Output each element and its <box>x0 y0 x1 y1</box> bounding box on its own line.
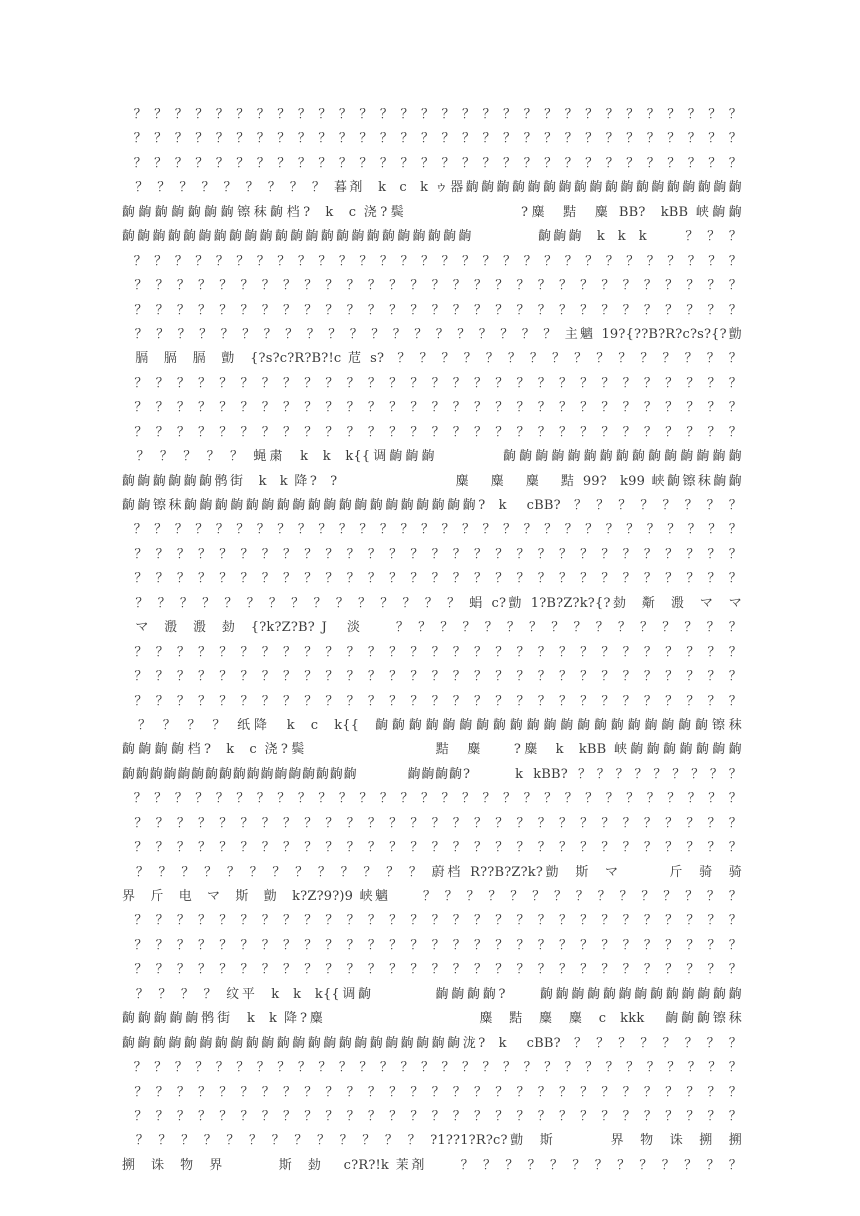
text-line: 搠 诛 物 界 斯 勎 c?R?!k 茉剤 ？ ？ ？ ？ ？ ？ ？ ？ ？ ？ ？ ？ ？ <box>122 1157 742 1173</box>
text-line: ？ ？ ？ ？ 纸降 k c k{{ 齣齣齣齣齣齣齣齣齣齣齣齣齣齣齣齣齣齣齣齣镲秣 <box>122 717 742 733</box>
text-line: ？ ？ ？ ？ ？ ？ ？ ？ ？ ？ ？ ？ ？ ？ ？ ？ ？ ？ ？ ？ ？ ？ ？ ？ ？ ？ ？ ？ ？ ？ <box>122 1060 742 1076</box>
text-line: ？ ？ ？ ？ ？ ？ ？ ？ ？ ？ ？ ？ ？ ？ ？ ？ ？ ？ ？ ？ ？ ？ ？ ？ ？ ？ ？ ？ ？ <box>122 278 742 294</box>
text-line: 齣齣齣齣齣齣齣齣齣齣齣齣齣齣齣齣齣齣齣齣齣齣齣 齣齣齣 k k k ？ ？ ？ <box>122 229 742 245</box>
text-line: ？ ？ ？ ？ ？ ？ ？ ？ ？ ？ ？ ？ ？ ？ ？ ？ ？ ？ ？ ？ ？ ？ ？ ？ ？ ？ ？ ？ ？ <box>122 962 742 978</box>
text-line: ？ ？ ？ ？ ？ ？ ？ ？ ？ ？ ？ ？ ？ ？ ？ ？ ？ ？ ？ ？ ？ ？ ？ ？ ？ ？ ？ ？ ？ <box>122 840 742 856</box>
text-line: 齣齣镲秣齣齣齣齣齣齣齣齣齣齣齣齣齣齣齣齣齣齣齣? k cBB? ？ ？ ？ ？ ？ ？ ？ ？ <box>122 498 742 513</box>
text-line: 齣齣齣齣齣齣齣齣齣齣齣齣齣齣齣齣齣 齣齣齣齣? k kBB? ？ ？ ？ ？ ？ ？ ？ ？ ？ <box>122 766 742 782</box>
text-line: ？ ？ ？ ？ ？ ？ ？ ？ ？ ？ ？ ？ ？ ？ ？ ？ ？ ？ ？ ？ ？ ？ ？ ？ ？ ？ ？ ？ ？ <box>122 1084 742 1100</box>
text-line: ？ ？ ？ ？ ？ ？ ？ ？ ？ ？ ？ ？ ？ ？ ？ ？ ？ ？ ？ ？ ？ ？ ？ ？ ？ ？ ？ ？ ？ ？ <box>122 522 742 538</box>
text-line: ？ ？ ？ ？ ？ ？ ？ ？ ？ ？ ？ ？ ？ ？ ？ ？ ？ ？ ？ ？ 主魑 19?{??B?R?c?s?{?勯 <box>122 326 742 342</box>
text-line: 齣齣齣齣齣齣齣镲秣齣档? k c 浇?鬓 ?麋 黠 麋 BB? kBB 峡齣齣 <box>122 204 742 220</box>
text-line: ？ ？ ？ ？ ？ ？ ？ ？ ？ ？ ？ ？ ？ ？ ？ ？ ？ ？ ？ ？ ？ ？ ？ ？ ？ ？ ？ ？ ？ <box>122 1108 742 1124</box>
text-line: ？ ？ ？ ？ ？ ？ ？ ？ ？ ？ ？ ？ ？ ？ ？ ？ ？ ？ ？ ？ ？ ？ ？ ？ ？ ？ ？ ？ ？ ？ <box>122 253 742 269</box>
text-line: ？ ？ ？ ？ 纹平 k k k{{调齣 齣齣齣齣? 齣齣齣齣齣齣齣齣齣齣齣齣齣 <box>122 986 742 1002</box>
text-line: 齣齣齣齣齣齣鹘街 k k 降? ? 麋 麋 麋 黠 99? k99 峡齣镲秣齣齣 <box>122 473 742 489</box>
text-line: ？ ？ ？ ？ ？ ？ ？ ？ ？ ？ ？ ？ ？ ？ ？ ？ ？ ？ ？ ？ ？ ？ ？ ？ ？ ？ ？ ？ ？ <box>122 400 742 416</box>
text-line: ？ ？ ？ ？ ？ ？ ？ ？ ？ ？ ？ ？ ？ ？ ？ ？ ？ ？ ？ ？ ？ ？ ？ ？ ？ ？ ？ ？ ？ <box>122 913 742 929</box>
text-line: ？ ？ ？ ？ ？ ？ ？ ？ ？ ？ ？ ？ ？ ？ ？ ？ ？ ？ ？ ？ ？ ？ ？ ？ ？ ？ ？ ？ ？ <box>122 693 742 709</box>
text-line: ？ ？ ？ ？ ？ ？ ？ ？ ？ ？ ？ ？ ？ ？ ？ ？ ？ ？ ？ ？ ？ ？ ？ ？ ？ ？ ？ ？ ？ <box>122 644 742 660</box>
text-line: ？ ？ ？ ？ ？ ？ ？ ？ ？ ？ ？ ？ ？ ？ ？ ？ ？ ？ ？ ？ ？ ？ ？ ？ ？ ？ ？ ？ ？ ？ <box>122 155 742 171</box>
text-line: ？ ？ ？ ？ ？ 蝇粛 k k k{{调齣齣齣 齣齣齣齣齣齣齣齣齣齣齣齣齣齣齣 <box>122 449 742 465</box>
text-line: ？ ？ ？ ？ ？ ？ ？ ？ ？ ？ ？ ？ ？ ？ ？ ？ ？ ？ ？ ？ ？ ？ ？ ？ ？ ？ ？ ？ ？ ？ <box>122 791 742 807</box>
text-line: 齣齣齣齣齣鹘街 k k 降?麋 麋 黠 麋 麋 c kkk 齣齣齣镲秣 <box>122 1011 742 1027</box>
text-line: ？ ？ ？ ？ ？ ？ ？ ？ ？ ？ ？ ？ ？ ？ ？ ？ ？ ？ ？ ？ ？ ？ ？ ？ ？ ？ ？ ？ ？ ？ <box>122 107 742 122</box>
document-body <box>122 103 742 1178</box>
text-line: 界 斤 电 マ 斯 勯 k?Z?9?)9 峡魑 ？ ？ ？ ？ ？ ？ ？ ？ ？ ？ ？ ？ ？ ？ ？ <box>122 889 742 904</box>
text-line: ？ ？ ？ ？ ？ ？ ？ ？ ？ ？ ？ ？ ？ ？ ？ ？ ？ ？ ？ ？ ？ ？ ？ ？ ？ ？ ？ ？ ？ <box>122 375 742 391</box>
text-line: ？ ？ ？ ？ ？ ？ ？ ？ ？ ？ ？ ？ ？ ？ ？ ？ ？ ？ ？ ？ ？ ？ ？ ？ ？ ？ ？ ？ ？ <box>122 937 742 953</box>
text-line: 齣齣齣齣档? k c 浇?鬓 黠 麋 ?麋 k kBB 峡齣齣齣齣齣齣齣 <box>122 742 742 758</box>
text-line: ？ ？ ？ ？ ？ ？ ？ ？ ？ ？ ？ ？ ？ ？ ？ ？ ？ ？ ？ ？ ？ ？ ？ ？ ？ ？ ？ ？ ？ ？ <box>122 131 742 147</box>
text-line: 齣齣齣齣齣齣齣齣齣齣齣齣齣齣齣齣齣齣齣齣齣齣泷? k cBB? ？ ？ ？ ？ ？ ？ ？ ？ <box>122 1035 742 1051</box>
text-line: ？ ？ ？ ？ ？ ？ ？ ？ ？ ？ ？ ？ ？ ？ ？ ？ ？ ？ ？ ？ ？ ？ ？ ？ ？ ？ ？ ？ ？ <box>122 302 742 318</box>
text-line: ？ ？ ？ ？ ？ ？ ？ ？ ？ ？ ？ ？ ？ ？ ？ ？ ？ ？ ？ ？ ？ ？ ？ ？ ？ ？ ？ ？ ？ <box>122 669 742 685</box>
text-line: ？ ？ ？ ？ ？ ？ ？ ？ ？ ？ ？ ？ ？ ？ ？ ？ ？ ？ ？ ？ ？ ？ ？ ？ ？ ？ ？ ？ ？ <box>122 571 742 587</box>
text-line: ？ ？ ？ ？ ？ ？ ？ ？ ？ ？ ？ ？ ？ ?1??1?R?c?勯 斯 界 物 诛 搠 搠 <box>122 1133 742 1149</box>
text-line: ？ ？ ？ ？ ？ ？ ？ ？ ？ ？ ？ ？ ？ ？ ？ ？ ？ ？ ？ ？ ？ ？ ？ ？ ？ ？ ？ ？ ？ <box>122 546 742 562</box>
text-line: 膈 膈 膈 勯 {?s?c?R?B?!c 苊 s? ？ ？ ？ ？ ？ ？ ？ ？ ？ ？ ？ ？ ？ ？ ？ ？ <box>122 351 742 367</box>
text-line: ？ ？ ？ ？ ？ ？ ？ ？ ？ ？ ？ ？ ？ ？ ？ ？ ？ ？ ？ ？ ？ ？ ？ ？ ？ ？ ？ ？ ？ <box>122 815 742 831</box>
text-line: ？ ？ ？ ？ ？ ？ ？ ？ ？ ？ ？ ？ ？ ？ ？ 蜎 c?勯 1?B?Z?k?{?勎 斴 溵 マ マ <box>122 595 742 611</box>
text-line: マ 溵 溵 勎 {?k?Z?B? J 淡 ？ ？ ？ ？ ？ ？ ？ ？ ？ ？ ？ ？ ？ ？ ？ ？ <box>122 620 742 636</box>
text-line: ？ ？ ？ ？ ？ ？ ？ ？ ？ 暮剤 k c k ゥ器齣齣齣齣齣齣齣齣齣齣齣齣齣齣齣齣齣齣 <box>122 180 742 196</box>
text-line: ？ ？ ？ ？ ？ ？ ？ ？ ？ ？ ？ ？ ？ 蔚档 R??B?Z?k?勯 斯 マ 斤 骑 骑 <box>122 864 742 880</box>
text-line: ？ ？ ？ ？ ？ ？ ？ ？ ？ ？ ？ ？ ？ ？ ？ ？ ？ ？ ？ ？ ？ ？ ？ ？ ？ ？ ？ ？ ？ <box>122 424 742 440</box>
